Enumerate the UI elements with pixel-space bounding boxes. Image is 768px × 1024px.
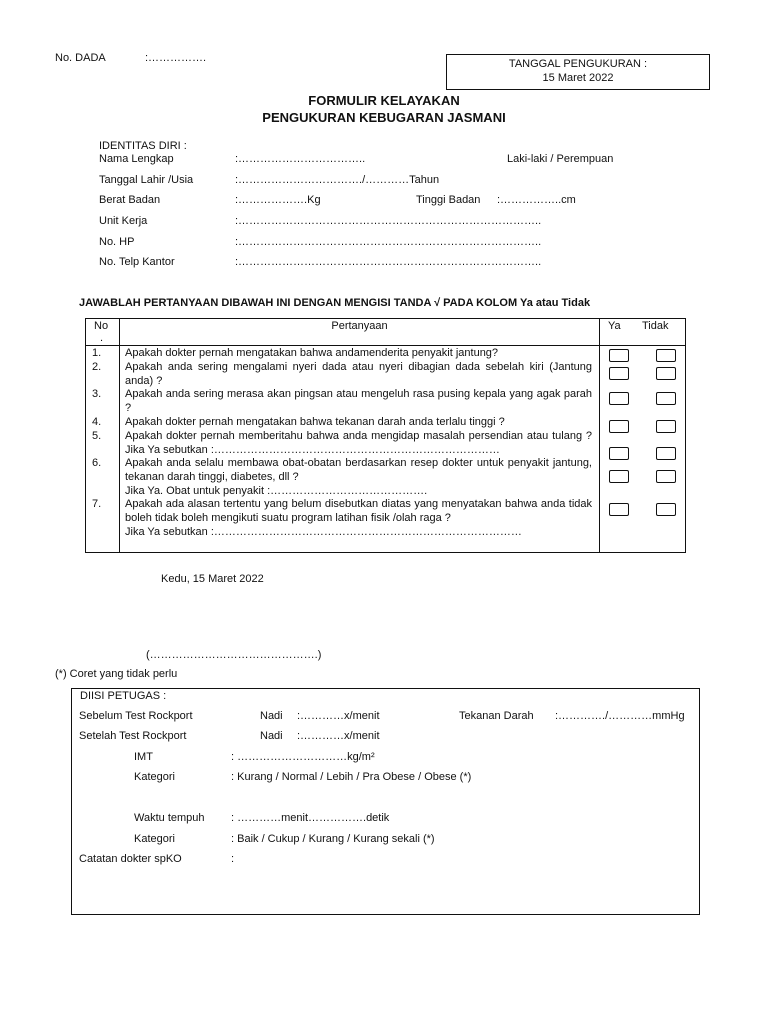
kategori-label: Kategori	[134, 833, 175, 845]
imt-field[interactable]: : …………………………kg/m²	[231, 751, 375, 763]
nama-label: Nama Lengkap	[99, 153, 174, 165]
tidak-checkbox[interactable]	[656, 367, 676, 380]
kategori-imt-options[interactable]: : Kurang / Normal / Lebih / Pra Obese / Obese (*)	[231, 771, 472, 783]
sebelum-label: Sebelum Test Rockport	[79, 710, 193, 722]
instruction-text: JAWABLAH PERTANYAAN DIBAWAH INI DENGAN MENGISI TANDA √ PADA KOLOM Ya atau Tidak	[79, 297, 591, 309]
table-header-divider	[86, 345, 685, 346]
waktu-field[interactable]: : …………menit…………….detik	[231, 812, 390, 824]
col-header-no-dot: .	[100, 332, 104, 344]
tekanan-field[interactable]: :…………./…………mmHg	[555, 710, 685, 722]
identity-heading: IDENTITAS DIRI :	[99, 140, 187, 152]
setelah-label: Setelah Test Rockport	[79, 730, 187, 742]
kategori-waktu-options[interactable]: : Baik / Cukup / Kurang / Kurang sekali (*)	[231, 833, 435, 845]
form-title-line2: PENGUKURAN KEBUGARAN JASMANI	[262, 110, 506, 125]
hp-label: No. HP	[99, 236, 135, 248]
ttl-label: Tanggal Lahir /Usia	[99, 174, 194, 186]
question-extra[interactable]: Jika Ya sebutkan :…………………………………………………………………………	[125, 526, 522, 538]
tinggi-field[interactable]: :……………..cm	[497, 194, 576, 206]
tidak-checkbox[interactable]	[656, 503, 676, 516]
form-title-line1: FORMULIR KELAYAKAN	[308, 93, 460, 108]
nadi-sebelum-field[interactable]: :…………x/menit	[297, 710, 380, 722]
nama-field[interactable]: :……………………………..	[235, 153, 366, 165]
tidak-checkbox[interactable]	[656, 349, 676, 362]
place-date: Kedu, 15 Maret 2022	[161, 573, 264, 585]
tidak-checkbox[interactable]	[656, 420, 676, 433]
question-number: 7.	[92, 498, 102, 510]
tanggal-value: 15 Maret 2022	[542, 72, 614, 84]
ya-checkbox[interactable]	[609, 420, 629, 433]
signature-name-line[interactable]: (……………………………………….)	[146, 649, 322, 661]
strike-note: (*) Coret yang tidak perlu	[55, 668, 178, 680]
ya-checkbox[interactable]	[609, 367, 629, 380]
catatan-field[interactable]: :	[231, 853, 235, 865]
question-number: 6.	[92, 457, 102, 469]
no-dada-label: No. DADA	[55, 52, 106, 64]
nadi-setelah-field[interactable]: :…………x/menit	[297, 730, 380, 742]
petugas-heading: DIISI PETUGAS :	[80, 690, 167, 702]
tanggal-label: TANGGAL PENGUKURAN :	[508, 58, 648, 70]
question-number: 2.	[92, 361, 102, 373]
unit-label: Unit Kerja	[99, 215, 148, 227]
ya-checkbox[interactable]	[609, 503, 629, 516]
kategori-label: Kategori	[134, 771, 175, 783]
question-text: Apakah anda sering mengalami nyeri dada atau nyeri dibagian dada sebelah kiri (Jantung anda) ?	[125, 361, 592, 387]
question-text: Apakah ada alasan tertentu yang belum disebutkan diatas yang menyatakan bahwa anda tidak boleh tidak boleh mengikuti suatu program latihan fisik /olah raga ?	[125, 498, 592, 524]
imt-label: IMT	[134, 751, 153, 763]
ya-checkbox[interactable]	[609, 470, 629, 483]
question-text: Apakah dokter pernah memberitahu bahwa anda mengidap masalah persendian atau tulang ? Jika Ya sebutkan :……………………………………………………………………	[125, 430, 592, 456]
tidak-checkbox[interactable]	[656, 470, 676, 483]
telp-field[interactable]: :………………………………………………………………………..	[235, 256, 542, 268]
ttl-field[interactable]: :……………………………./…………Tahun	[235, 174, 440, 186]
question-number: 3.	[92, 388, 102, 400]
ya-checkbox[interactable]	[609, 349, 629, 362]
ya-checkbox[interactable]	[609, 447, 629, 460]
question-text: Apakah anda sering merasa akan pingsan atau mengeluh rasa pusing kepala yang agak parah ?	[125, 388, 592, 414]
col-header-question: Pertanyaan	[331, 320, 388, 332]
question-text: Apakah dokter pernah mengatakan bahwa tekanan darah anda terlalu tinggi ?	[125, 416, 505, 428]
col-header-tidak: Tidak	[642, 320, 669, 332]
col-header-ya: Ya	[608, 320, 621, 332]
question-text: Apakah anda selalu membawa obat-obatan berdasarkan resep dokter untuk penyakit jantung, tekanan darah tinggi, diabetes, dll ?	[125, 457, 592, 483]
tanggal-pengukuran-box	[446, 54, 710, 90]
ya-checkbox[interactable]	[609, 392, 629, 405]
question-extra[interactable]: Jika Ya. Obat untuk penyakit :…………………………………….	[125, 485, 428, 497]
question-text: Apakah dokter pernah mengatakan bahwa andamenderita penyakit jantung?	[125, 347, 499, 359]
telp-label: No. Telp Kantor	[99, 256, 175, 268]
question-number: 4.	[92, 416, 102, 428]
table-divider-answers	[599, 318, 600, 552]
waktu-label: Waktu tempuh	[134, 812, 205, 824]
nadi-label: Nadi	[260, 710, 283, 722]
tidak-checkbox[interactable]	[656, 392, 676, 405]
nadi-label: Nadi	[260, 730, 283, 742]
no-dada-value[interactable]: :…………….	[145, 52, 207, 64]
berat-field[interactable]: :……………….Kg	[235, 194, 321, 206]
petugas-box	[71, 688, 700, 915]
unit-field[interactable]: :………………………………………………………………………..	[235, 215, 542, 227]
tekanan-label: Tekanan Darah	[459, 710, 534, 722]
tidak-checkbox[interactable]	[656, 447, 676, 460]
berat-label: Berat Badan	[99, 194, 161, 206]
col-header-no: No	[94, 320, 109, 332]
gender-option[interactable]: Laki-laki / Perempuan	[507, 153, 614, 165]
hp-field[interactable]: :………………………………………………………………………..	[235, 236, 542, 248]
catatan-label: Catatan dokter spKO	[79, 853, 182, 865]
question-number: 1.	[92, 347, 102, 359]
question-number: 5.	[92, 430, 102, 442]
tinggi-label: Tinggi Badan	[416, 194, 481, 206]
table-divider-no	[119, 318, 120, 552]
